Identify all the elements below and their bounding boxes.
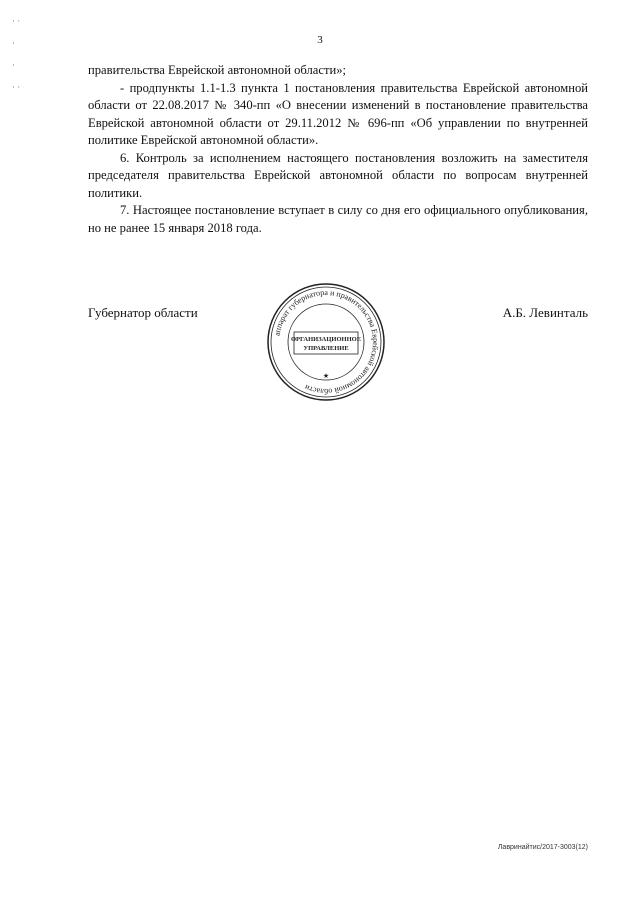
paragraph: - продпункты 1.1-1.3 пункта 1 постановления правительства Еврейской автономной области от 22.08.2017 № 340-пп «О внесении изменений в постановление правительства Еврейской автономной области от 29.11.2012 № 696-пп «Об управлении по внутренней политике Еврейской автономной области».	[88, 80, 588, 147]
seal-star-icon: ★	[322, 372, 330, 380]
footer-code: Лавринайтис/2017-3003(12)	[497, 844, 588, 851]
seal-outer-text: аппарат губернатора и правительства Еврейской автономной области	[272, 287, 381, 397]
seal-center-line2: УПРАВЛЕНИЕ	[303, 345, 349, 352]
document-body	[88, 62, 588, 237]
paragraph: правительства Еврейской автономной области»;	[88, 63, 347, 77]
paragraph: 6. Контроль за исполнением настоящего постановления возложить на заместителя председателя правительства Еврейской автономной области по вопросам внутренней политики.	[88, 150, 588, 200]
page-number: 3	[317, 34, 323, 46]
signature-title: Губернатор области	[88, 305, 198, 320]
scan-artifact-marks: · · · · · ·	[12, 16, 21, 92]
official-seal	[266, 282, 386, 402]
signature-name: А.Б. Левинталь	[502, 305, 588, 320]
seal-center-line1: ОРГАНИЗАЦИОННОЕ	[290, 336, 362, 343]
paragraph: 7. Настоящее постановление вступает в силу со дня его официального опубликования, но не ранее 15 января 2018 года.	[88, 203, 588, 235]
